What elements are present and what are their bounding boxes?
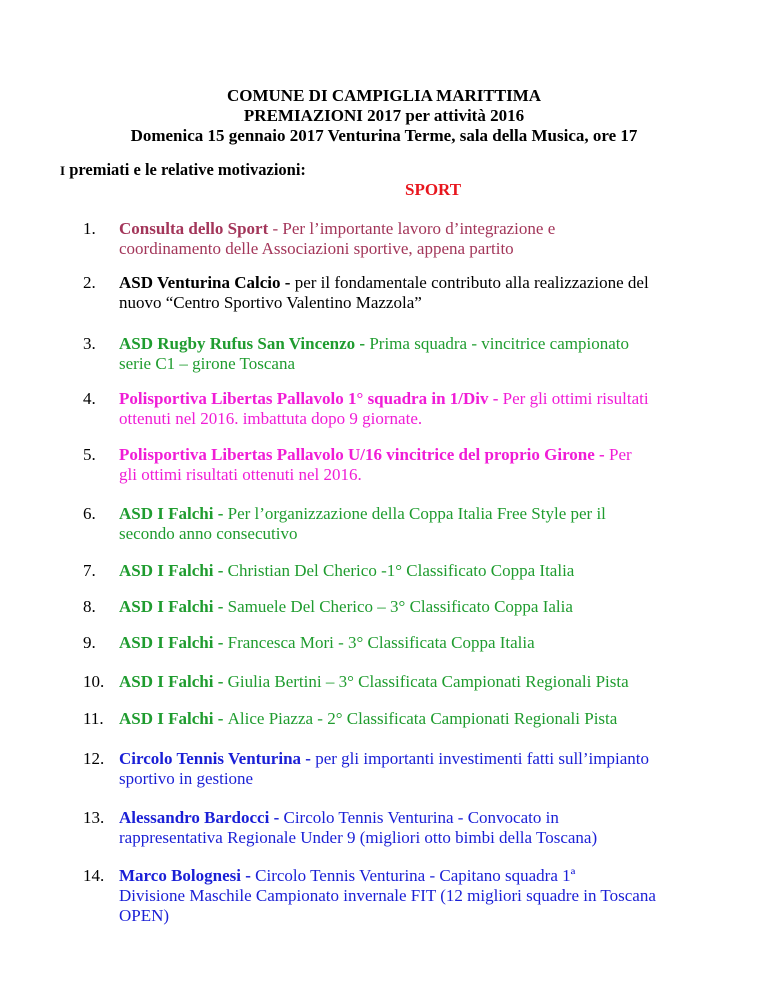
award-item-12: [83, 749, 703, 789]
document-header: [0, 86, 768, 146]
intro-rest: premiati e le relative motivazioni:: [65, 160, 306, 179]
item-name: ASD I Falchi -: [119, 597, 228, 616]
item-motivation: Prima squadra - vincitrice campionato: [369, 334, 629, 353]
award-item-1: [83, 219, 703, 259]
item-number: 7.: [83, 561, 96, 580]
item-name: Marco Bolognesi -: [119, 866, 256, 885]
item-number: 6.: [83, 504, 96, 523]
item-motivation: Christian Del Cherico -1° Classificato Coppa Italia: [227, 561, 575, 580]
item-name: ASD I Falchi -: [119, 504, 228, 523]
item-name: Consulta dello Sport: [119, 219, 269, 238]
item-number: 13.: [83, 808, 105, 827]
item-name: ASD I Falchi -: [119, 672, 228, 691]
award-item-11: [83, 709, 703, 729]
header-event-title: PREMIAZIONI 2017 per attività 2016: [243, 106, 525, 125]
item-motivation: Giulia Bertini – 3° Classificata Campionati Regionali Pista: [227, 672, 629, 691]
item-motivation-cont: serie C1 – girone Toscana: [119, 354, 296, 373]
item-motivation-cont: rappresentativa Regionale Under 9 (migliori otto bimbi della Toscana): [119, 828, 598, 847]
item-motivation-cont: gli ottimi risultati ottenuti nel 2016.: [119, 465, 362, 484]
award-item-14: [83, 866, 703, 926]
item-number: 2.: [83, 273, 96, 292]
item-number: 5.: [83, 445, 96, 464]
item-name: ASD Venturina Calcio -: [119, 273, 295, 292]
item-name: ASD Rugby Rufus San Vincenzo -: [119, 334, 370, 353]
award-item-5: [83, 445, 703, 485]
award-item-6: [83, 504, 703, 544]
item-motivation: per gli importanti investimenti fatti sull’impianto: [315, 749, 649, 768]
item-number: 12.: [83, 749, 105, 768]
item-motivation-cont: ottenuti nel 2016. imbattuta dopo 9 giornate.: [119, 409, 423, 428]
item-motivation-cont: sportivo in gestione: [119, 769, 254, 788]
award-item-10: [83, 672, 703, 692]
item-number: 10.: [83, 672, 105, 691]
item-motivation: Per l’organizzazione della Coppa Italia Free Style per il: [227, 504, 606, 523]
item-motivation-cont: Divisione Maschile Campionato invernale FIT (12 migliori squadre in Toscana: [119, 886, 656, 905]
item-motivation: Circolo Tennis Venturina - Capitano squadra 1ª: [255, 866, 576, 885]
header-municipality: COMUNE DI CAMPIGLIA MARITTIMA: [226, 86, 542, 105]
award-item-4: [83, 389, 703, 429]
item-name: ASD I Falchi -: [119, 561, 228, 580]
intro-first-letter: I: [60, 163, 66, 178]
item-number: 4.: [83, 389, 96, 408]
item-name: ASD I Falchi -: [119, 709, 228, 728]
item-name: Circolo Tennis Venturina -: [119, 749, 316, 768]
item-motivation-cont: nuovo “Centro Sportivo Valentino Mazzola”: [119, 293, 422, 312]
item-name: Polisportiva Libertas Pallavolo 1° squadra in 1/Div -: [119, 389, 503, 408]
item-name: Polisportiva Libertas Pallavolo U/16 vincitrice del proprio Girone -: [119, 445, 609, 464]
item-number: 14.: [83, 866, 105, 885]
intro-text: [60, 160, 306, 180]
item-number: 9.: [83, 633, 96, 652]
item-motivation-cont: secondo anno consecutivo: [119, 524, 298, 543]
item-motivation-cont: coordinamento delle Associazioni sportive, appena partito: [119, 239, 514, 258]
item-motivation: Circolo Tennis Venturina - Convocato in: [283, 808, 559, 827]
item-motivation: - Per l’importante lavoro d’integrazione e: [268, 219, 556, 238]
section-title-sport: SPORT: [405, 180, 462, 199]
award-item-9: [83, 633, 703, 653]
award-item-2: [83, 273, 703, 313]
item-name: Alessandro Bardocci -: [119, 808, 284, 827]
award-item-13: [83, 808, 703, 848]
item-name: ASD I Falchi -: [119, 633, 228, 652]
item-motivation: Alice Piazza - 2° Classificata Campionati Regionali Pista: [227, 709, 618, 728]
award-item-7: [83, 561, 703, 581]
item-number: 1.: [83, 219, 96, 238]
item-number: 3.: [83, 334, 96, 353]
item-number: 11.: [83, 709, 104, 728]
award-item-3: [83, 334, 703, 374]
item-motivation: Francesca Mori - 3° Classificata Coppa Italia: [227, 633, 535, 652]
item-motivation-cont-2: OPEN): [119, 906, 170, 925]
item-number: 8.: [83, 597, 96, 616]
header-event-details: Domenica 15 gennaio 2017 Venturina Terme, sala della Musica, ore 17: [130, 126, 638, 145]
item-motivation: Samuele Del Cherico – 3° Classificato Coppa Ialia: [227, 597, 573, 616]
item-motivation: Per: [608, 445, 632, 464]
item-motivation: per il fondamentale contributo alla realizzazione del: [294, 273, 649, 292]
award-item-8: [83, 597, 703, 617]
item-motivation: Per gli ottimi risultati: [502, 389, 649, 408]
